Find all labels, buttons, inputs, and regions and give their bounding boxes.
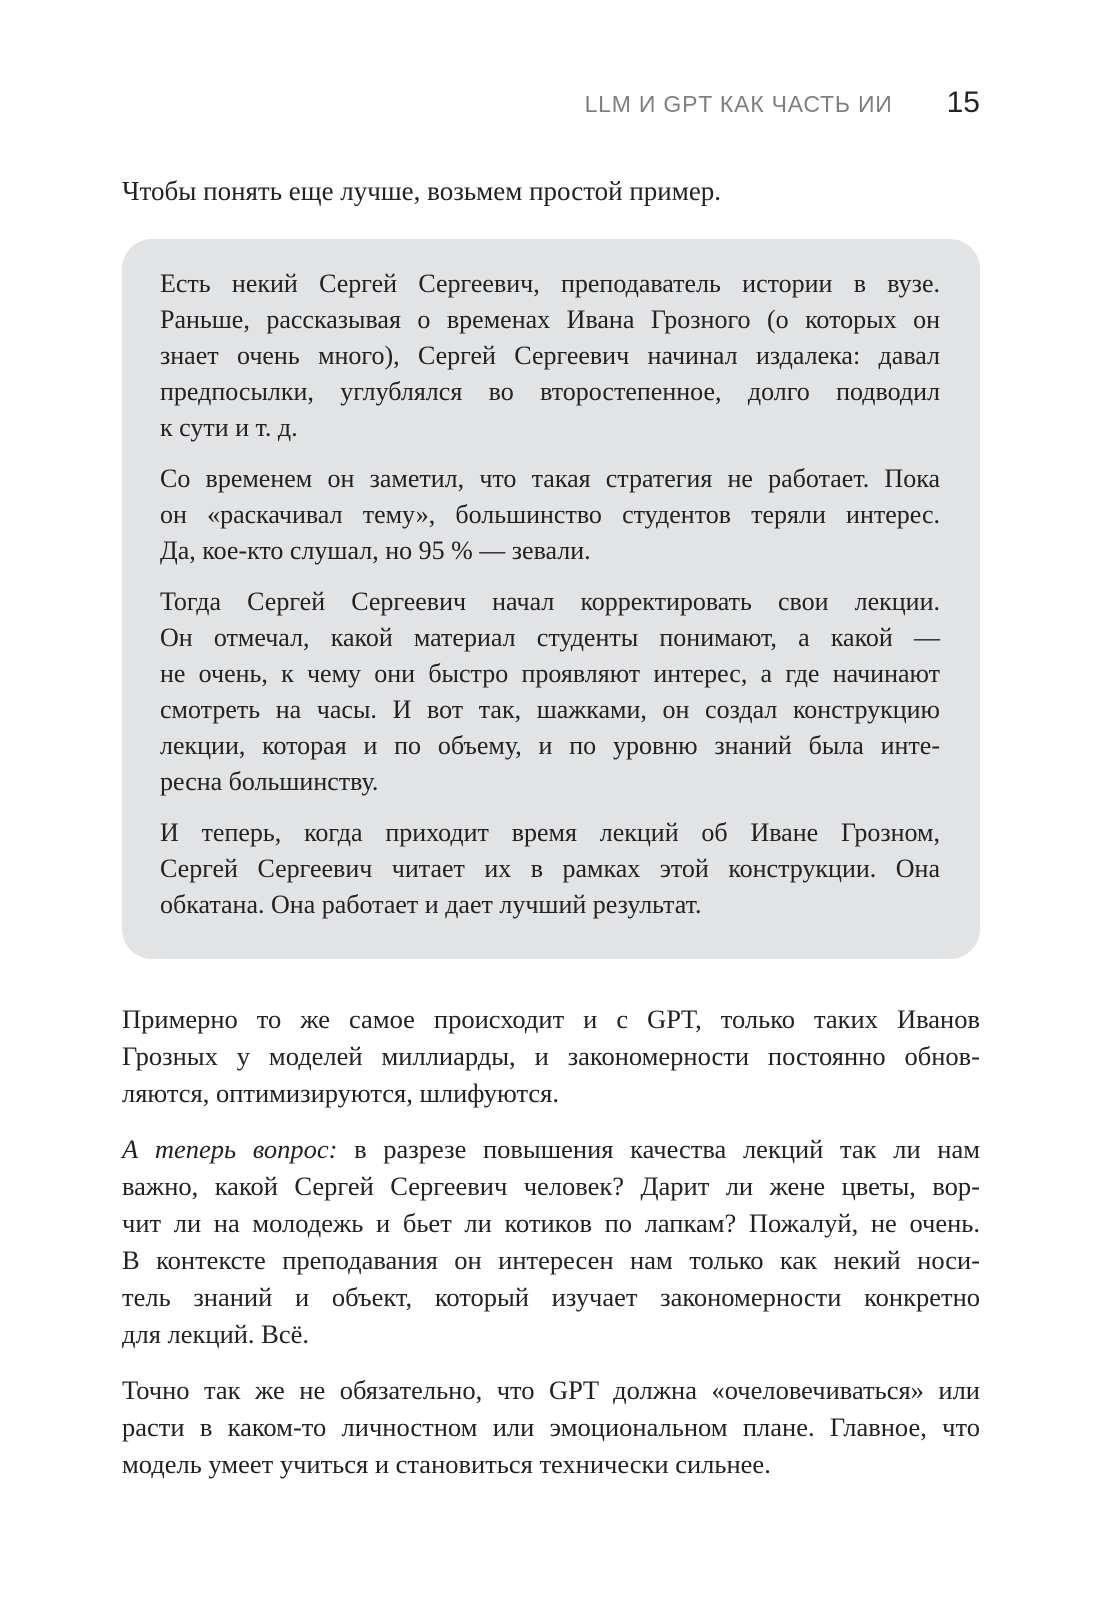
text-line: модель умеет учиться и становиться технически сильнее. (122, 1449, 771, 1479)
body-text (122, 1001, 980, 1483)
text-line: важно, какой Сергей Сергеевич человек? Дарит ли жене цветы, вор- (122, 1171, 980, 1201)
text-line: Сергей Сергеевич читает их в рамках этой конструкции. Она (160, 854, 940, 883)
text-line (122, 1131, 980, 1168)
paragraph (160, 584, 940, 800)
paragraph (122, 1372, 980, 1483)
text-line: ляются, оптимизируются, шлифуются. (122, 1078, 559, 1108)
text-line: ресна большинству. (160, 767, 379, 796)
running-title: LLM И GPT КАК ЧАСТЬ ИИ (584, 91, 893, 117)
text-line: В контексте преподавания он интересен нам только как некий носи- (122, 1245, 980, 1275)
paragraph (122, 1001, 980, 1112)
text-line: смотреть на часы. И вот так, шажками, он создал конструкцию (160, 695, 940, 724)
content-column (122, 0, 980, 1483)
text-line: для лекций. Всё. (122, 1319, 310, 1349)
paragraph (160, 266, 940, 446)
text-line: Раньше, рассказывая о временах Ивана Грозного (о которых он (160, 305, 940, 334)
text-line: Примерно то же самое происходит и с GPT, только таких Иванов (122, 1004, 980, 1034)
text-line: Есть некий Сергей Сергеевич, преподаватель истории в вузе. (160, 269, 940, 298)
text-line: тель знаний и объект, который изучает закономерности конкретно (122, 1282, 980, 1312)
example-box (122, 239, 980, 959)
text-line: И теперь, когда приходит время лекций об Иване Грозном, (160, 818, 940, 847)
italic-lead: А теперь вопрос: (122, 1134, 338, 1164)
page-header (122, 0, 980, 120)
paragraph (122, 1131, 980, 1353)
text-line: чит ли на молодежь и бьет ли котиков по лапкам? Пожалуй, не очень. (122, 1208, 980, 1238)
text-line: не очень, к чему они быстро проявляют интерес, а где начинают (160, 659, 940, 688)
intro-paragraph: Чтобы понять еще лучше, возьмем простой пример. (122, 176, 722, 206)
line-rest: в разрезе повышения качества лекций так ли нам (337, 1134, 980, 1164)
text-line: Со временем он заметил, что такая стратегия не работает. Пока (160, 464, 940, 493)
paragraph (160, 815, 940, 923)
text-line: к сути и т. д. (160, 413, 298, 442)
text-line: Грозных у моделей миллиарды, и закономерности постоянно обнов- (122, 1041, 980, 1071)
text-line: лекции, которая и по объему, и по уровню знаний была инте- (160, 731, 940, 760)
text-line: Точно так же не обязательно, что GPT должна «очеловечиваться» или (122, 1375, 980, 1405)
text-line: предпосылки, углублялся во второстепенное, долго подводил (160, 377, 940, 406)
text-line: расти в каком-то личностном или эмоциональном плане. Главное, что (122, 1412, 980, 1442)
text-line: знает очень много), Сергей Сергеевич начинал издалека: давал (160, 341, 940, 370)
text-line: Да, кое-кто слушал, но 95 % — зевали. (160, 536, 591, 565)
text-line: он «раскачивал тему», большинство студентов теряли интерес. (160, 500, 940, 529)
text-line: Тогда Сергей Сергеевич начал корректировать свои лекции. (160, 587, 940, 616)
paragraph (160, 461, 940, 569)
text-line: обкатана. Она работает и дает лучший результат. (160, 890, 702, 919)
text-line: Он отмечал, какой материал студенты понимают, а какой — (160, 623, 940, 652)
page-number: 15 (946, 86, 980, 119)
